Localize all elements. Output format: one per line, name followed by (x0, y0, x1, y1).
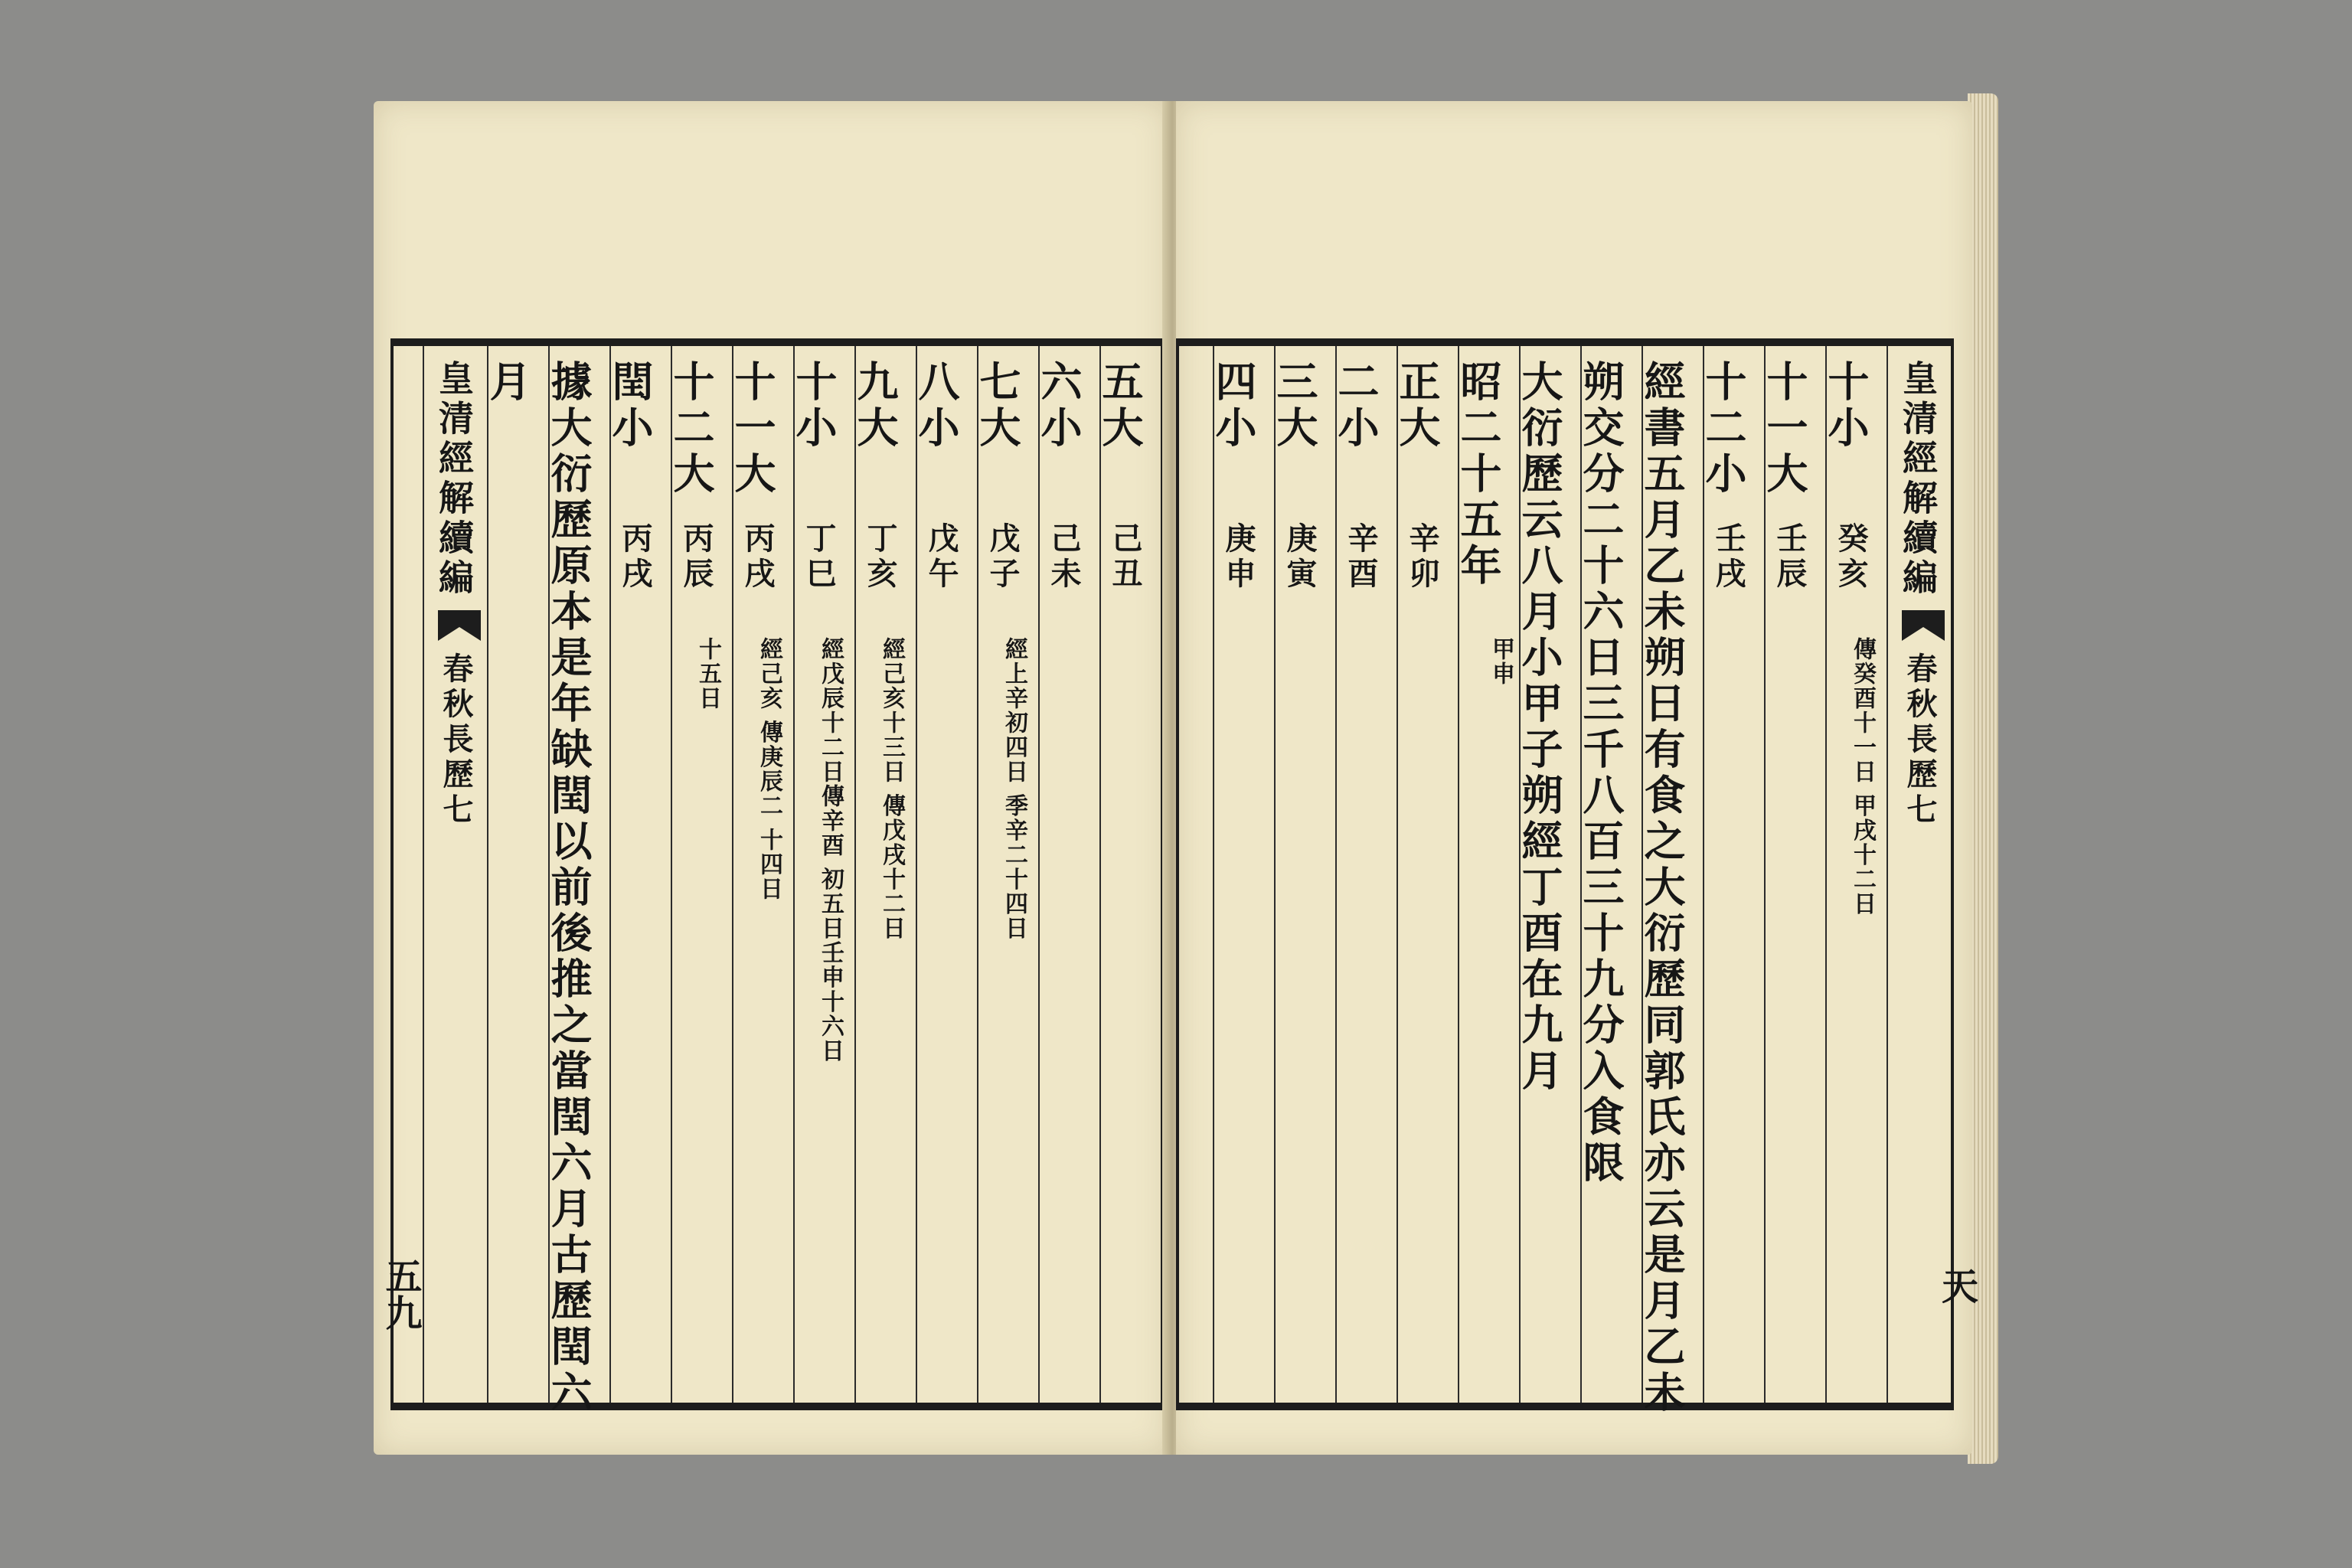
column-text: 昭二十五年 (1454, 360, 1503, 590)
right-page (1176, 101, 1978, 1455)
text-column (728, 346, 793, 1403)
day-label: 丙戌 (740, 522, 776, 593)
text-column (1638, 346, 1703, 1416)
month-label: 五大 (1096, 360, 1145, 452)
day-label: 丙辰 (678, 522, 714, 593)
month-label: 十小 (789, 360, 838, 452)
fish-tail-mark (438, 610, 481, 641)
text-column (1454, 346, 1519, 1403)
open-book (374, 90, 1989, 1468)
column-annotation: 經己亥 傳庚辰二 十四日 (756, 637, 782, 901)
banxin-title: 皇清經解續編 (1897, 360, 1939, 599)
month-label: 八小 (912, 360, 961, 452)
day-label: 庚申 (1220, 522, 1256, 593)
column-annotation: 傳癸酉十一日 甲戌十二日 (1849, 637, 1876, 916)
column-annotation: 經上辛初四日 季辛二十四日 (1001, 637, 1027, 941)
day-label: 丁巳 (801, 522, 837, 593)
text-column (1096, 346, 1161, 1403)
month-label: 正大 (1393, 360, 1442, 452)
month-label: 二小 (1331, 360, 1380, 452)
banxin-section: 春秋長歷七 (1902, 652, 1938, 828)
text-column (973, 346, 1038, 1403)
day-label: 庚寅 (1282, 522, 1318, 593)
month-label: 十二大 (667, 360, 716, 498)
banxin-section: 春秋長歷七 (438, 652, 474, 828)
text-column (1331, 346, 1396, 1403)
text-column (544, 346, 609, 1416)
month-label: 閏小 (606, 360, 655, 452)
column-subnote: 甲申 (1488, 637, 1514, 686)
text-column (1034, 346, 1099, 1403)
column-text: 經書五月乙未朔日有食之大衍歷同郭氏亦云是月乙未 (1638, 360, 1687, 1416)
column-text: 據大衍歷原本是年缺閏以前後推之當閏六月古歷閏六 (544, 360, 593, 1416)
text-column (667, 346, 732, 1403)
text-column (606, 346, 671, 1403)
day-label: 丙戌 (617, 522, 653, 593)
day-label: 辛卯 (1404, 522, 1440, 593)
text-column (851, 346, 916, 1403)
banxin-column (1886, 346, 1951, 1403)
day-label: 壬戌 (1710, 522, 1746, 593)
text-column (1209, 346, 1274, 1403)
left-frame (390, 338, 1164, 1416)
text-column (1515, 346, 1580, 1403)
month-label: 六小 (1034, 360, 1083, 452)
day-label: 戊子 (985, 522, 1021, 593)
day-label: 壬辰 (1772, 522, 1808, 593)
text-column (1393, 346, 1458, 1403)
column-annotation: 十五日 (694, 637, 721, 710)
day-label: 戊午 (923, 522, 959, 593)
month-label: 七大 (973, 360, 1022, 452)
banxin-column (423, 346, 487, 1403)
month-label: 四小 (1209, 360, 1258, 452)
day-label: 己丑 (1107, 522, 1143, 593)
day-label: 辛酉 (1343, 522, 1379, 593)
fish-tail-mark (1902, 610, 1945, 641)
text-column (789, 346, 854, 1403)
text-column (1821, 346, 1886, 1403)
column-text: 朔交分二十六日三千八百三十九分入食限 (1576, 360, 1625, 1187)
text-column (912, 346, 977, 1403)
right-columns (1179, 346, 1951, 1416)
left-folio: 五九 (379, 1257, 422, 1331)
day-label: 癸亥 (1833, 522, 1869, 593)
column-annotation: 經戊辰十二日傳辛酉 初五日壬申十六日 (817, 637, 844, 1063)
column-text: 大衍歷云八月小甲子朔經丁酉在九月 (1515, 360, 1564, 1095)
right-frame (1176, 338, 1954, 1416)
column-text: 月 (483, 360, 532, 406)
month-label: 九大 (851, 360, 900, 452)
text-column (483, 346, 548, 1403)
banxin-title: 皇清經解續編 (433, 360, 475, 599)
month-label: 三大 (1270, 360, 1319, 452)
column-annotation: 經己亥十三日 傳戊戌十二日 (878, 637, 905, 941)
month-label: 十一大 (728, 360, 777, 498)
text-column (1699, 346, 1764, 1403)
day-label: 己未 (1046, 522, 1082, 593)
left-page (374, 101, 1168, 1455)
month-label: 十二小 (1699, 360, 1748, 498)
day-label: 丁亥 (862, 522, 898, 593)
left-columns (394, 346, 1161, 1416)
text-column (1760, 346, 1825, 1403)
right-folio: 天 (1941, 1266, 1978, 1308)
text-column (1576, 346, 1642, 1403)
month-label: 十小 (1821, 360, 1870, 452)
text-column (1270, 346, 1335, 1403)
month-label: 十一大 (1760, 360, 1809, 498)
